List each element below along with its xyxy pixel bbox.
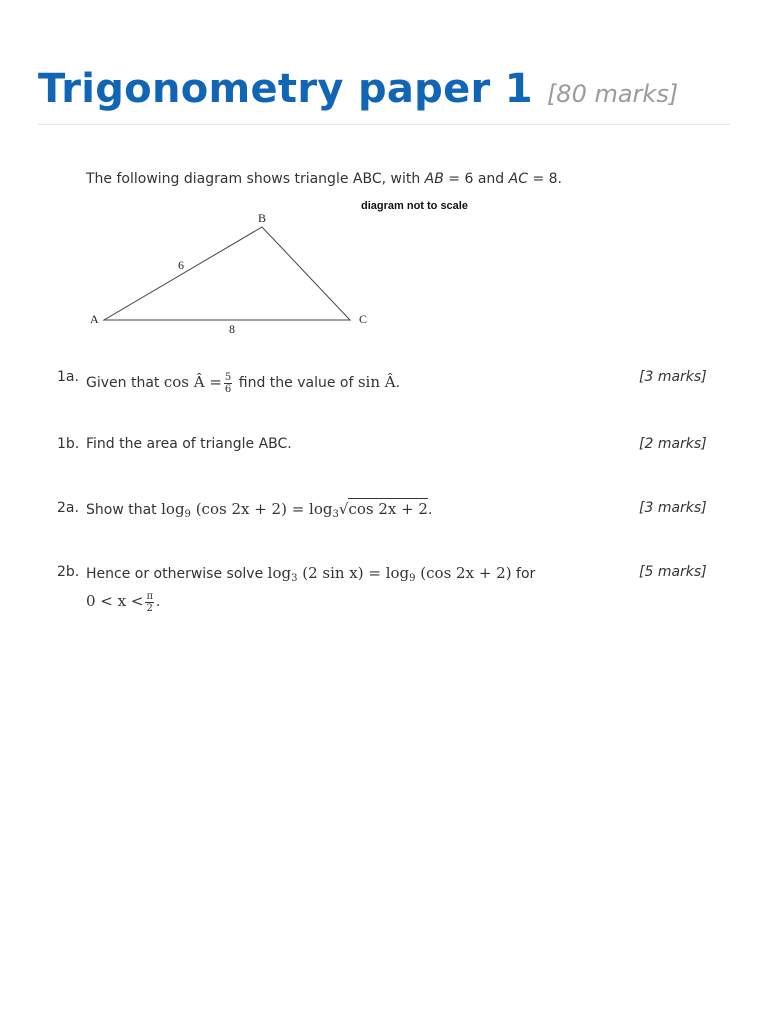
question-1a-text-3: . — [395, 375, 401, 391]
question-2b-text — [86, 562, 566, 614]
fraction-denominator: 2 — [146, 602, 153, 614]
question-1a-fraction — [224, 372, 232, 395]
question-2b-number: 2b. — [57, 564, 80, 580]
question-1b-number: 1b. — [57, 436, 80, 452]
question-1b-text — [86, 433, 606, 455]
question-2a-marks: [3 marks] — [639, 500, 707, 516]
page-title: Trigonometry paper 1 — [38, 66, 533, 112]
question-2b-math-4: 0 < x < — [86, 592, 144, 610]
question-2a-math-2: (cos 2x + 2) = log — [190, 500, 333, 518]
fraction-numerator: π — [146, 590, 154, 602]
intro-ac-label: AC — [508, 171, 528, 187]
triangle-diagram — [86, 196, 506, 341]
question-2b-marks: [5 marks] — [639, 564, 707, 580]
question-2a-sub-2: 3 — [332, 509, 339, 520]
sqrt-symbol: √ — [338, 500, 349, 518]
question-1a-math-1: cos Â = — [163, 373, 222, 391]
question-2b-text-3: . — [156, 594, 161, 610]
question-1a-text — [86, 371, 606, 395]
diagram-note: diagram not to scale — [361, 200, 468, 212]
question-1b-text-1: Find the area of triangle ABC. — [86, 436, 292, 452]
question-2b-math-3: (cos 2x + 2) — [415, 564, 512, 582]
question-2a-radicand: cos 2x + 2 — [348, 500, 428, 518]
page-header — [38, 66, 730, 125]
question-2a-sub-1: 9 — [184, 509, 191, 520]
question-2a-text — [86, 498, 606, 526]
triangle-abc — [104, 227, 350, 320]
fraction-denominator: 6 — [224, 383, 232, 395]
question-1a-math-2: sin Â — [357, 373, 396, 391]
question-2b-math-1: log — [267, 564, 292, 582]
question-1a-text-2: find the value of — [234, 375, 358, 391]
question-2b-text-2: for — [511, 566, 536, 582]
question-2a-text-1: Show that — [86, 502, 162, 518]
intro-text — [86, 171, 562, 187]
question-2a-number: 2a. — [57, 500, 79, 516]
question-1b-marks: [2 marks] — [639, 436, 707, 452]
question-1a-number: 1a. — [57, 369, 79, 385]
question-2b-text-1: Hence or otherwise solve — [86, 566, 268, 582]
vertex-a-label: A — [90, 312, 99, 326]
vertex-b-label: B — [258, 211, 267, 225]
question-1a-marks: [3 marks] — [639, 369, 707, 385]
intro-ac-value: = 8. — [528, 171, 562, 187]
vertex-c-label: C — [359, 312, 368, 326]
side-ab-label: 6 — [178, 258, 184, 272]
question-2a-text-2: . — [427, 502, 433, 518]
question-2a-math-1: log — [161, 500, 185, 518]
question-2b-sub-1: 3 — [291, 573, 298, 584]
total-marks: [80 marks] — [546, 80, 679, 108]
question-2b-math-2: (2 sin x) = log — [297, 564, 410, 582]
question-2b-sub-2: 9 — [409, 573, 416, 584]
intro-ab-value: = 6 and — [443, 171, 509, 187]
question-2b-fraction — [145, 591, 154, 614]
side-ac-label: 8 — [229, 322, 235, 336]
fraction-numerator: 5 — [224, 371, 232, 383]
intro-prefix: The following diagram shows triangle ABC, with — [86, 171, 425, 187]
question-1a-text-1: Given that — [86, 375, 164, 391]
intro-ab-label: AB — [424, 171, 444, 187]
